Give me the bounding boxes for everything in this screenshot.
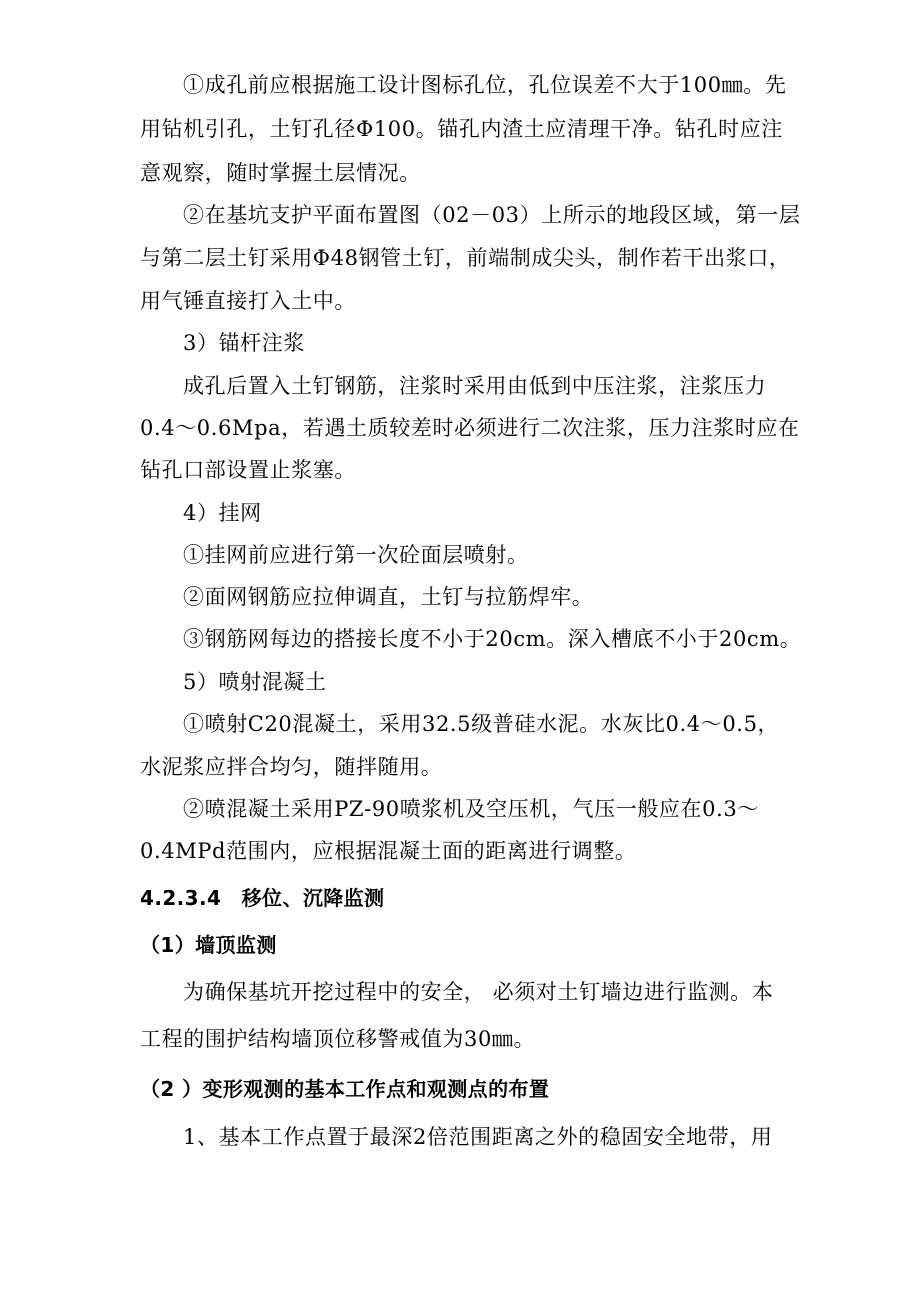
subheading-line: 3）锚杆注浆	[183, 331, 305, 355]
paragraph-line: 与第二层土钉采用Φ48钢管土钉，前端制成尖头，制作若干出浆口，	[140, 246, 791, 270]
paragraph-line: 水泥浆应拌合均匀，随拌随用。	[140, 755, 443, 779]
paragraph-line: 为确保基坑开挖过程中的安全， 必须对土钉墙边进行监测。本	[183, 980, 774, 1004]
paragraph-line: 0.4MPd范围内，应根据混凝土面的距离进行调整。	[140, 839, 637, 863]
paragraph-line: ②面网钢筋应拉伸调直，土钉与拉筋焊牢。	[183, 585, 594, 609]
paragraph-line: ①喷射C20混凝土，采用32.5级普硅水泥。水灰比0.4～0.5，	[183, 712, 780, 736]
paragraph-line: ①挂网前应进行第一次砼面层喷射。	[183, 543, 529, 567]
paragraph-line: 工程的围护结构墙顶位移警戒值为30㎜。	[140, 1027, 536, 1051]
paragraph-line: 钻孔口部设置止浆塞。	[140, 458, 356, 482]
subheading-line: 5）喷射混凝土	[183, 670, 327, 694]
paragraph-line: 1、基本工作点置于最深2倍范围距离之外的稳固安全地带，用	[183, 1125, 773, 1149]
paragraph-line: ③钢筋网每边的搭接长度不小于20cm。深入槽底不小于20cm。	[183, 627, 802, 651]
paragraph-line: 用气锤直接打入土中。	[140, 289, 356, 313]
paragraph-line: ①成孔前应根据施工设计图标孔位，孔位误差不大于100㎜。先	[183, 73, 787, 97]
paragraph-line: 用钻机引孔，土钉孔径Φ100。锚孔内渣土应清理干净。钻孔时应注	[140, 117, 783, 141]
paragraph-line: ②喷混凝土采用PZ-90喷浆机及空压机，气压一般应在0.3～	[183, 797, 759, 821]
paragraph-line: ②在基坑支护平面布置图（02－03）上所示的地段区域，第一层	[183, 203, 801, 227]
subheading-line: 4）挂网	[183, 501, 262, 525]
section-heading: 4.2.3.4 移位、沉降监测	[140, 886, 385, 910]
paragraph-line: 0.4～0.6Mpa，若遇土质较差时必须进行二次注浆，压力注浆时应在	[140, 416, 800, 440]
paragraph-line: 意观察，随时掌握土层情况。	[140, 161, 421, 185]
subsection-heading: （1）墙顶监测	[140, 933, 277, 957]
paragraph-line: 成孔后置入土钉钢筋，注浆时采用由低到中压注浆，注浆压力	[183, 374, 767, 398]
subsection-heading: （2 ）变形观测的基本工作点和观测点的布置	[140, 1077, 550, 1101]
